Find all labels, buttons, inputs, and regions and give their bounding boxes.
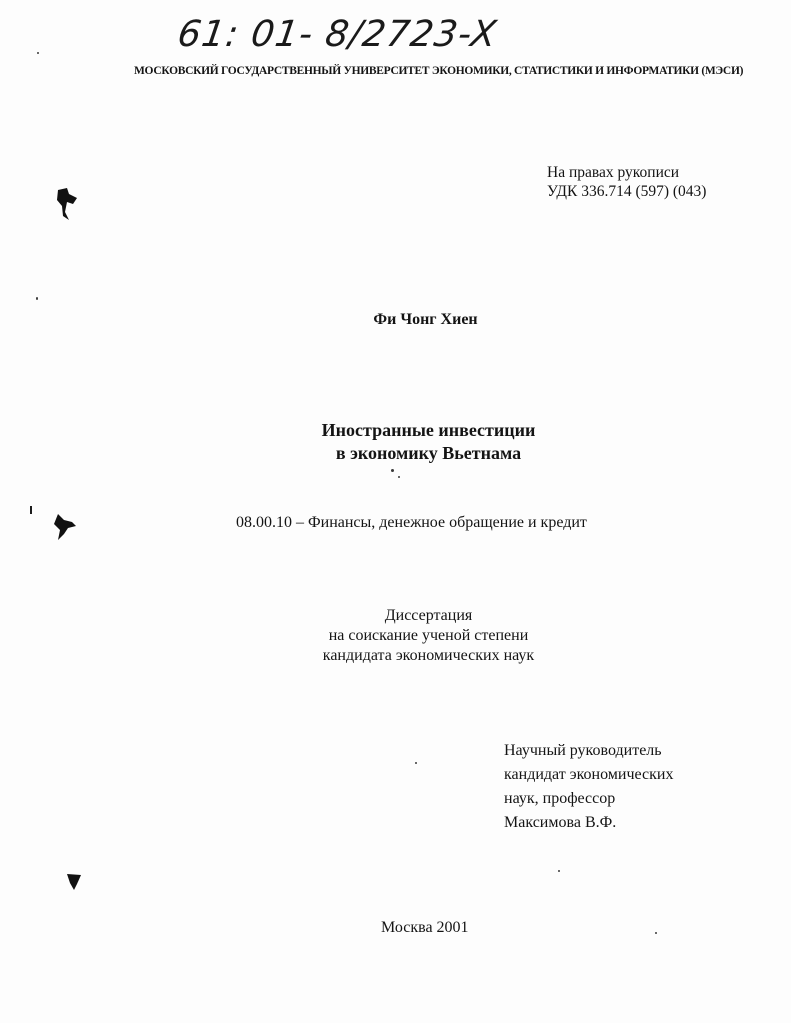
advisor-label: Научный руководитель bbox=[504, 742, 662, 759]
title-line-2: в экономику Вьетнама bbox=[335, 443, 522, 463]
dust-speck bbox=[391, 469, 394, 472]
advisor-degree: кандидат экономических bbox=[504, 766, 674, 783]
advisor-name: Максимова В.Ф. bbox=[504, 814, 617, 831]
dust-speck bbox=[558, 870, 560, 872]
dust-speck bbox=[36, 297, 38, 300]
dust-speck bbox=[37, 52, 39, 54]
punch-mark-middle bbox=[52, 512, 78, 542]
manuscript-rights-label: На правах рукописи bbox=[547, 164, 680, 181]
manuscript-rights-block bbox=[547, 163, 706, 201]
degree-line-2: на соискание ученой степени bbox=[328, 627, 529, 644]
dust-speck bbox=[655, 932, 657, 934]
dust-speck bbox=[398, 476, 400, 478]
handwritten-catalog-code: 61: 01- 8/2723-X bbox=[175, 14, 500, 55]
degree-line-3: кандидата экономических наук bbox=[322, 647, 535, 664]
title-line-1: Иностранные инвестиции bbox=[321, 420, 536, 440]
punch-mark-top bbox=[55, 186, 81, 222]
degree-statement bbox=[0, 606, 791, 666]
city-and-year: Москва 2001 bbox=[381, 919, 469, 936]
degree-line-1: Диссертация bbox=[384, 607, 473, 624]
scientific-advisor-block bbox=[504, 739, 673, 835]
university-name: МОСКОВСКИЙ ГОСУДАРСТВЕННЫЙ УНИВЕРСИТЕТ ЭКОНОМИКИ, СТАТИСТИКИ И ИНФОРМАТИКИ (МЭСИ) bbox=[134, 65, 744, 77]
margin-tick bbox=[30, 506, 32, 514]
dust-speck bbox=[415, 762, 417, 764]
dissertation-title bbox=[0, 419, 791, 465]
punch-mark-bottom bbox=[66, 872, 82, 892]
specialty-code: 08.00.10 – Финансы, денежное обращение и кредит bbox=[236, 514, 587, 531]
author-name: Фи Чонг Хиен bbox=[373, 311, 478, 328]
udc-code: УДК 336.714 (597) (043) bbox=[547, 183, 707, 200]
advisor-rank: наук, профессор bbox=[504, 790, 616, 807]
